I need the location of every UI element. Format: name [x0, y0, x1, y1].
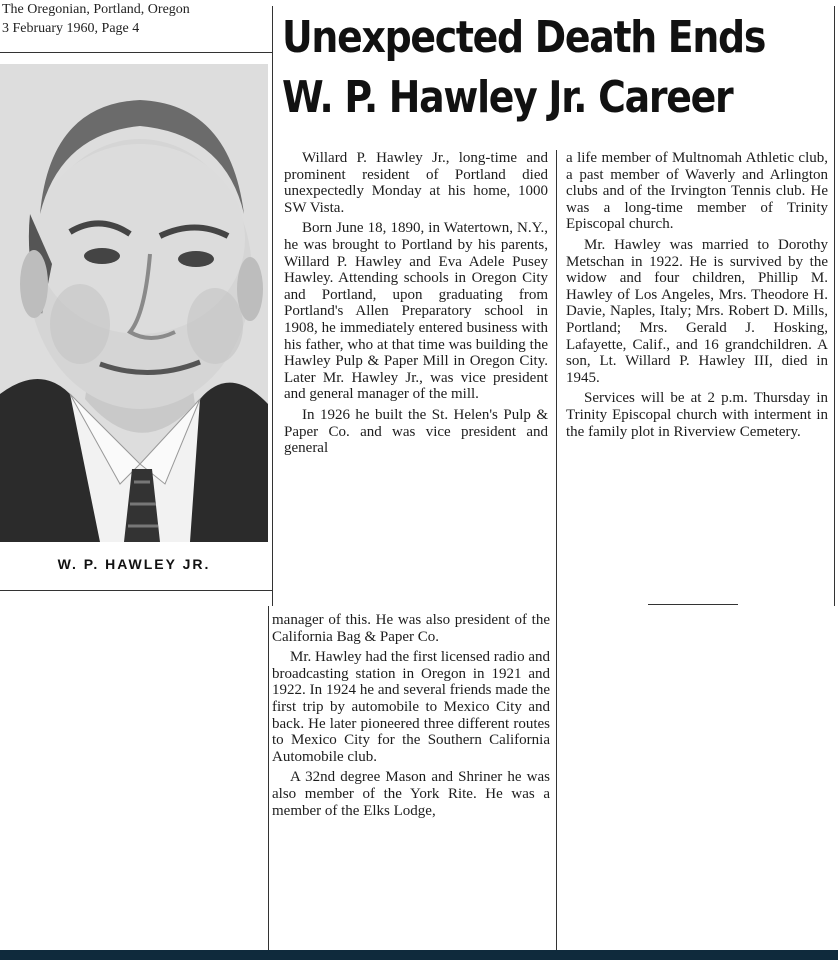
article-column-3	[272, 612, 550, 942]
headline-line-2: W. P. Hawley Jr. Career	[282, 72, 733, 123]
photo-caption: W. P. HAWLEY JR.	[57, 556, 211, 572]
article-column-1	[284, 150, 548, 610]
source-underline	[0, 52, 272, 53]
headline-line-1: Unexpected Death Ends	[282, 12, 766, 63]
jump-divider-left	[268, 606, 269, 950]
paragraph: manager of this. He was also president of the California Bag & Paper Co.	[272, 612, 550, 645]
paragraph: Willard P. Hawley Jr., long-time and prominent resident of Portland died unexpectedly Monday at his home, 1000 SW Vista.	[284, 150, 548, 216]
photo-bottom-rule	[0, 590, 272, 591]
paragraph: a life member of Multnomah Athletic club, a past member of Waverly and Arlington clubs and of the Irvington Tennis club. He was a long-time member of Trinity Episcopal church.	[566, 150, 828, 233]
column-divider-mid	[556, 150, 557, 606]
source-citation	[2, 0, 272, 38]
scan-edge-band	[0, 950, 838, 960]
paragraph: Services will be at 2 p.m. Thursday in Trinity Episcopal church with interment in the family plot in Riverview Cemetery.	[566, 390, 828, 440]
paragraph: In 1926 he built the St. Helen's Pulp & Paper Co. and was vice president and general	[284, 406, 548, 457]
publication-date-page: 3 February 1960, Page 4	[2, 21, 140, 36]
end-rule	[648, 604, 738, 605]
paragraph: A 32nd degree Mason and Shriner he was also member of the York Rite. He was a member of the Elks Lodge,	[272, 769, 550, 819]
headline	[282, 8, 766, 128]
paragraph: Mr. Hawley had the first licensed radio and broadcasting station in Oregon in 1921 and 1922. In 1924 he and several friends made the first trip by automobile to Mexico City and back. He later pioneered three different routes to Mexico City for the Southern California Automobile club.	[272, 649, 550, 765]
jump-divider-right	[556, 606, 557, 950]
article-column-2	[566, 150, 828, 444]
portrait-photo	[0, 64, 268, 542]
paragraph: Born June 18, 1890, in Watertown, N.Y., he was brought to Portland by his parents, Willard P. Hawley and Eva Adele Pusey Hawley. Attending schools in Oregon City and Portland, upon graduating from Portland's Allen Preparatory school in 1908, he immediately entered business with his father, who at that time was building the Hawley Pulp & Paper Mill in Oregon City. Later Mr. Hawley Jr., was vice president and general manager of the mill.	[284, 220, 548, 403]
paragraph: Mr. Hawley was married to Dorothy Metschan in 1922. He is survived by the widow and four children, Phillip M. Hawley of Los Angeles, Mrs. Theodore H. Davie, Naples, Italy; Mrs. Robert D. Mills, Portland; Mrs. Gerald J. Hosking, Lafayette, Calif., and 16 grandchildren. A son, Lt. Willard P. Hawley III, died in 1945.	[566, 236, 828, 386]
column-divider-left	[272, 6, 273, 606]
publication-name: The Oregonian, Portland, Oregon	[2, 2, 190, 17]
column-divider-right	[834, 6, 835, 606]
portrait-illustration	[0, 64, 268, 542]
